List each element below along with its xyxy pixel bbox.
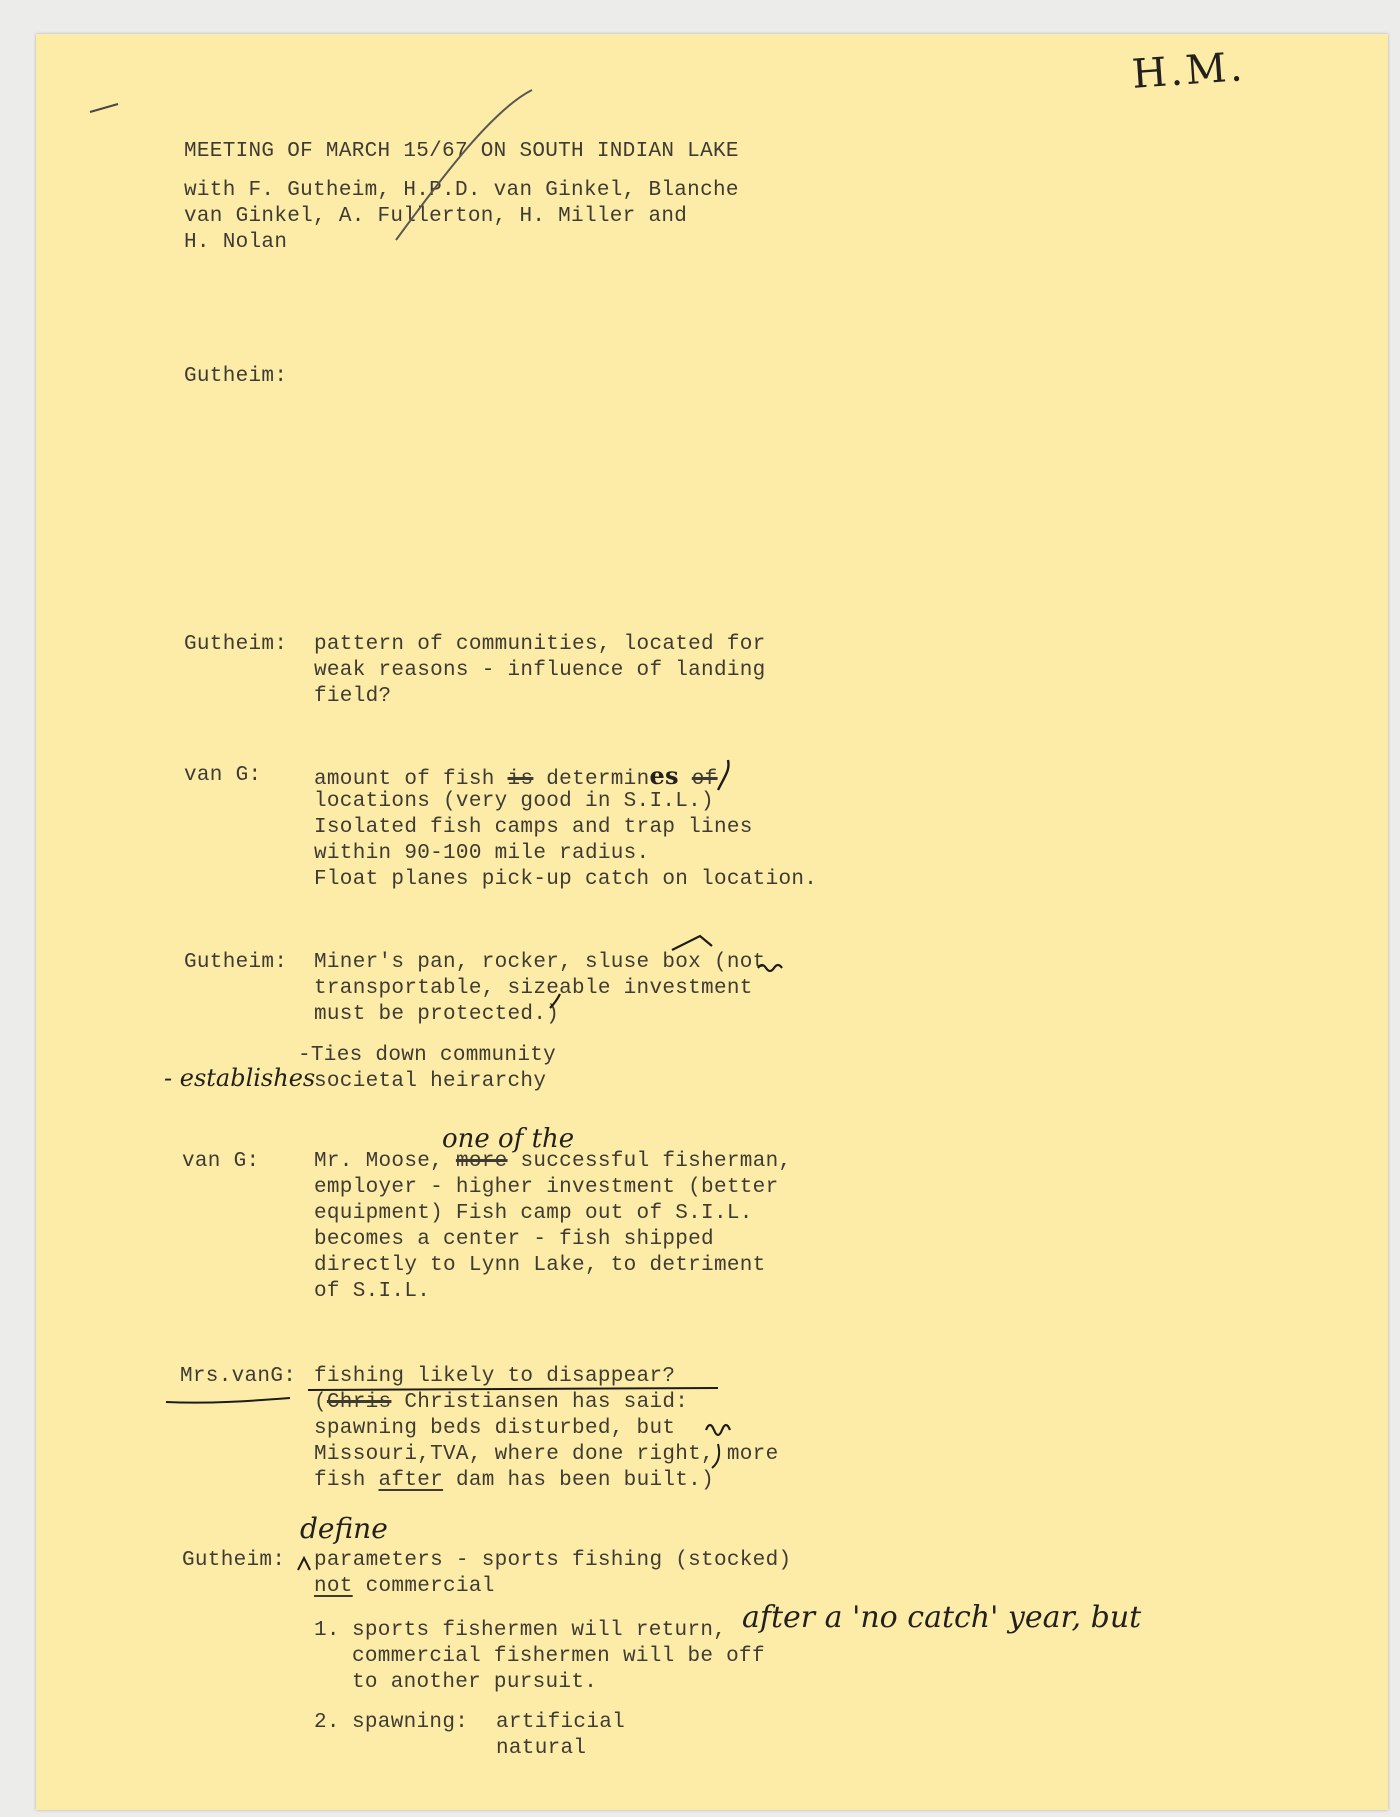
note-line: equipment) Fish camp out of S.I.L. [314,1202,753,1225]
handwritten-insert: define [300,1512,388,1545]
underlined-word: after [378,1469,444,1492]
note-text: Mr. Moose, [314,1150,444,1173]
struck-word: of [691,768,718,791]
struck-word: Chris [326,1391,392,1414]
underlined-word: not [314,1575,353,1598]
note-line: directly to Lynn Lake, to detriment [314,1254,766,1277]
margin-annotation: - establishes [164,1064,316,1092]
attendees-line-1: with F. Gutheim, H.P.D. van Ginkel, Blanche [184,179,739,202]
note-text: fish [314,1469,366,1492]
note-line: Float planes pick-up catch on location. [314,868,818,891]
note-line: Missouri,TVA, where done right, more [314,1443,779,1466]
note-line: within 90-100 mile radius. [314,842,650,865]
attendees-line-3: H. Nolan [184,231,288,254]
initials-annotation: H.M. [1130,44,1247,98]
speaker-label: Gutheim: [184,365,288,388]
note-text: successful fisherman, [520,1150,792,1173]
handwritten-insert: es [649,761,679,790]
list-item-text: spawning: [352,1711,469,1734]
note-line: societal heirarchy [314,1070,547,1093]
struck-word: is [507,768,534,791]
note-line: of S.I.L. [314,1280,431,1303]
note-line [314,1574,495,1600]
note-line: field? [314,685,392,708]
speaker-label: Gutheim: [184,951,288,974]
note-line: transportable, sizeable investment [314,977,753,1000]
note-line: -Ties down community [298,1044,557,1067]
list-item-number: 1. [314,1619,340,1642]
note-text: amount of fish [314,768,495,791]
attendees-line-2: van Ginkel, A. Fullerton, H. Miller and [184,205,688,228]
note-line: Isolated fish camps and trap lines [314,816,753,839]
handwritten-note: after a 'no catch' year, but [742,1600,1142,1635]
speaker-label: van G: [182,1150,260,1173]
list-item-text: artificial [496,1711,626,1734]
list-item-text: commercial fishermen will be off [352,1645,765,1668]
note-line: becomes a center - fish shipped [314,1228,714,1251]
note-text: determin [546,768,650,791]
memo-page [36,34,1388,1810]
page-title: MEETING OF MARCH 15/67 ON SOUTH INDIAN LAKE [184,140,739,163]
note-line [314,1390,688,1416]
struck-word: more [455,1150,508,1173]
note-line: fishing likely to disappear? [314,1365,676,1388]
note-line [314,1149,791,1175]
note-line: pattern of communities, located for [314,633,766,656]
note-line: locations (very good in S.I.L.) [314,790,714,813]
note-line: employer - higher investment (better [314,1176,779,1199]
speaker-label: Gutheim: [184,633,288,656]
note-line: must be protected.) [314,1003,560,1026]
note-line [314,1468,714,1494]
list-item-text: to another pursuit. [352,1671,598,1694]
speaker-label: Gutheim: [182,1549,286,1572]
list-item-number: 2. [314,1711,340,1734]
handwritten-insert: one of the [442,1124,575,1154]
note-text: Christiansen has said: [404,1391,689,1414]
note-text: ( [314,1391,327,1414]
speaker-label: van G: [184,764,262,787]
list-item-text: sports fishermen will return, [352,1619,727,1642]
speaker-label: Mrs.vanG: [180,1365,297,1388]
note-line: parameters - sports fishing (stocked) [314,1549,792,1572]
list-item-text: natural [496,1737,587,1760]
note-line: Miner's pan, rocker, sluse box (not [314,951,766,974]
note-line: weak reasons - influence of landing [314,659,766,682]
note-line: spawning beds disturbed, but [314,1417,676,1440]
note-text: commercial [365,1575,495,1598]
note-text: dam has been built.) [455,1469,714,1492]
